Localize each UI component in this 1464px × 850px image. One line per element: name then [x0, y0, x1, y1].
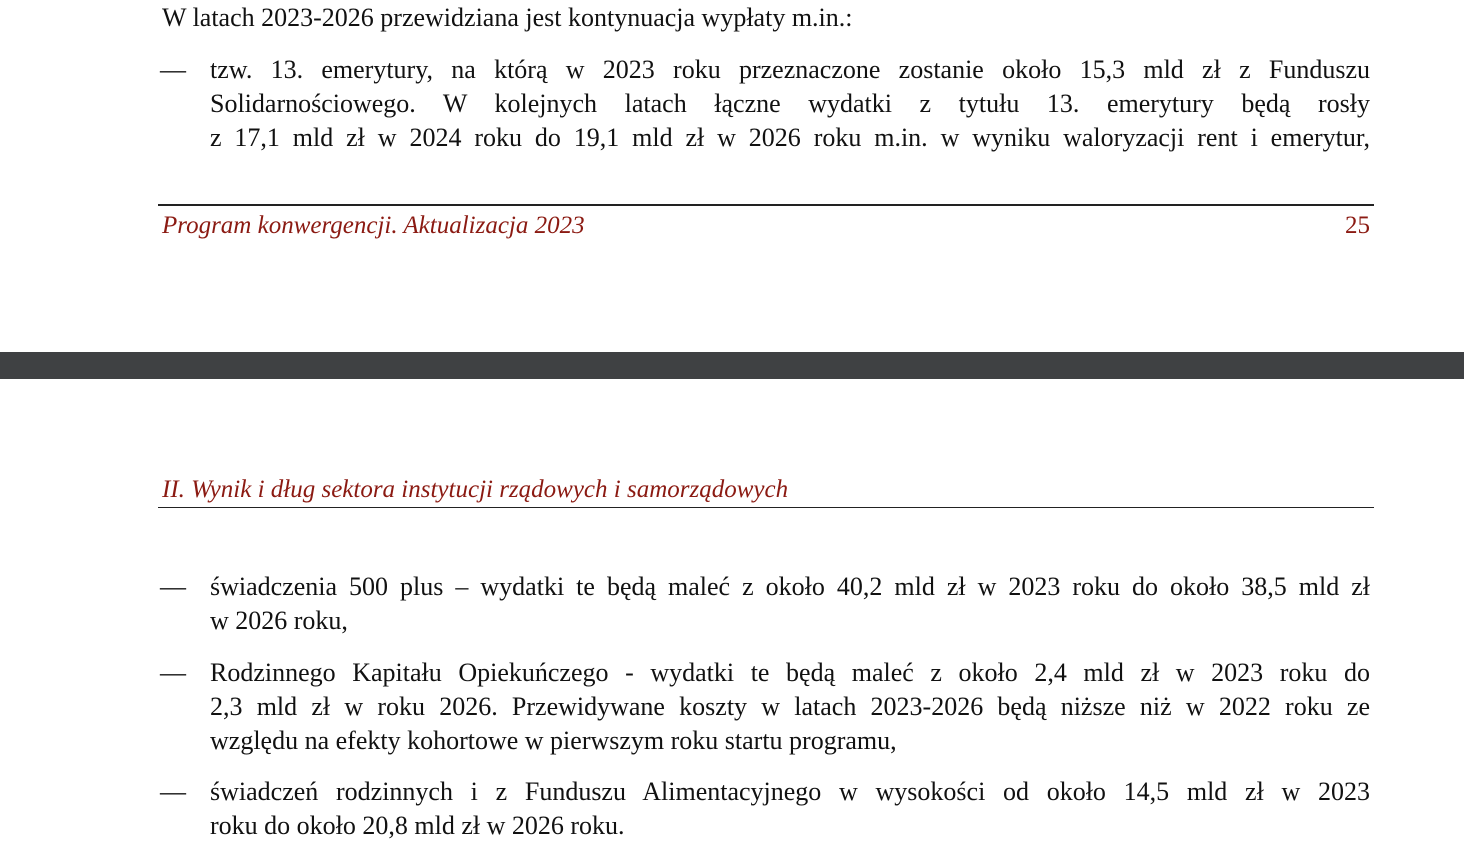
- footer-title: Program konwergencji. Aktualizacja 2023: [162, 212, 585, 239]
- list-item: [160, 775, 1374, 843]
- list-item: [160, 53, 1374, 155]
- text-line: Rodzinnego Kapitału Opiekuńczego - wydatki te będą maleć z około 2,4 mld zł w 2023 roku do: [210, 658, 1370, 687]
- list-item: [160, 656, 1374, 758]
- intro-paragraph: W latach 2023-2026 przewidziana jest kontynuacja wypłaty m.in.:: [162, 3, 853, 32]
- text-line: świadczeń rodzinnych i z Funduszu Alimentacyjnego w wysokości od około 14,5 mld zł w 2023: [210, 777, 1370, 806]
- pdf-page-26: [0, 379, 1464, 850]
- header-rule: [158, 507, 1374, 508]
- page-number: 25: [1345, 212, 1370, 239]
- text-line: w 2026 roku,: [210, 606, 348, 635]
- list-item: [160, 570, 1374, 638]
- list-item-text: [210, 775, 1370, 843]
- list-item-text: [210, 53, 1370, 155]
- text-line: względu na efekty kohortowe w pierwszym roku startu programu,: [210, 726, 897, 755]
- list-item-text: [210, 656, 1370, 758]
- text-line: 2,3 mld zł w roku 2026. Przewidywane koszty w latach 2023-2026 będą niższe niż w 2022 roku ze: [210, 692, 1370, 721]
- bullet-dash: —: [160, 777, 186, 806]
- pdf-page-25: [0, 0, 1464, 352]
- text-line: Solidarnościowego. W kolejnych latach łączne wydatki z tytułu 13. emerytury będą rosły: [210, 89, 1370, 118]
- page-separator: [0, 352, 1464, 379]
- bullet-dash: —: [160, 572, 186, 601]
- footer-rule: [158, 204, 1374, 206]
- bullet-dash: —: [160, 55, 186, 84]
- text-line: świadczenia 500 plus – wydatki te będą maleć z około 40,2 mld zł w 2023 roku do około 38,5 mld zł: [210, 572, 1370, 601]
- text-line: roku do około 20,8 mld zł w 2026 roku.: [210, 811, 625, 840]
- text-line: z 17,1 mld zł w 2024 roku do 19,1 mld zł w 2026 roku m.in. w wyniku waloryzacji rent i emerytur,: [210, 123, 1370, 152]
- header-title: II. Wynik i dług sektora instytucji rządowych i samorządowych: [162, 476, 789, 503]
- bullet-dash: —: [160, 658, 186, 687]
- list-item-text: [210, 570, 1370, 638]
- text-line: tzw. 13. emerytury, na którą w 2023 roku przeznaczone zostanie około 15,3 mld zł z Funduszu: [210, 55, 1370, 84]
